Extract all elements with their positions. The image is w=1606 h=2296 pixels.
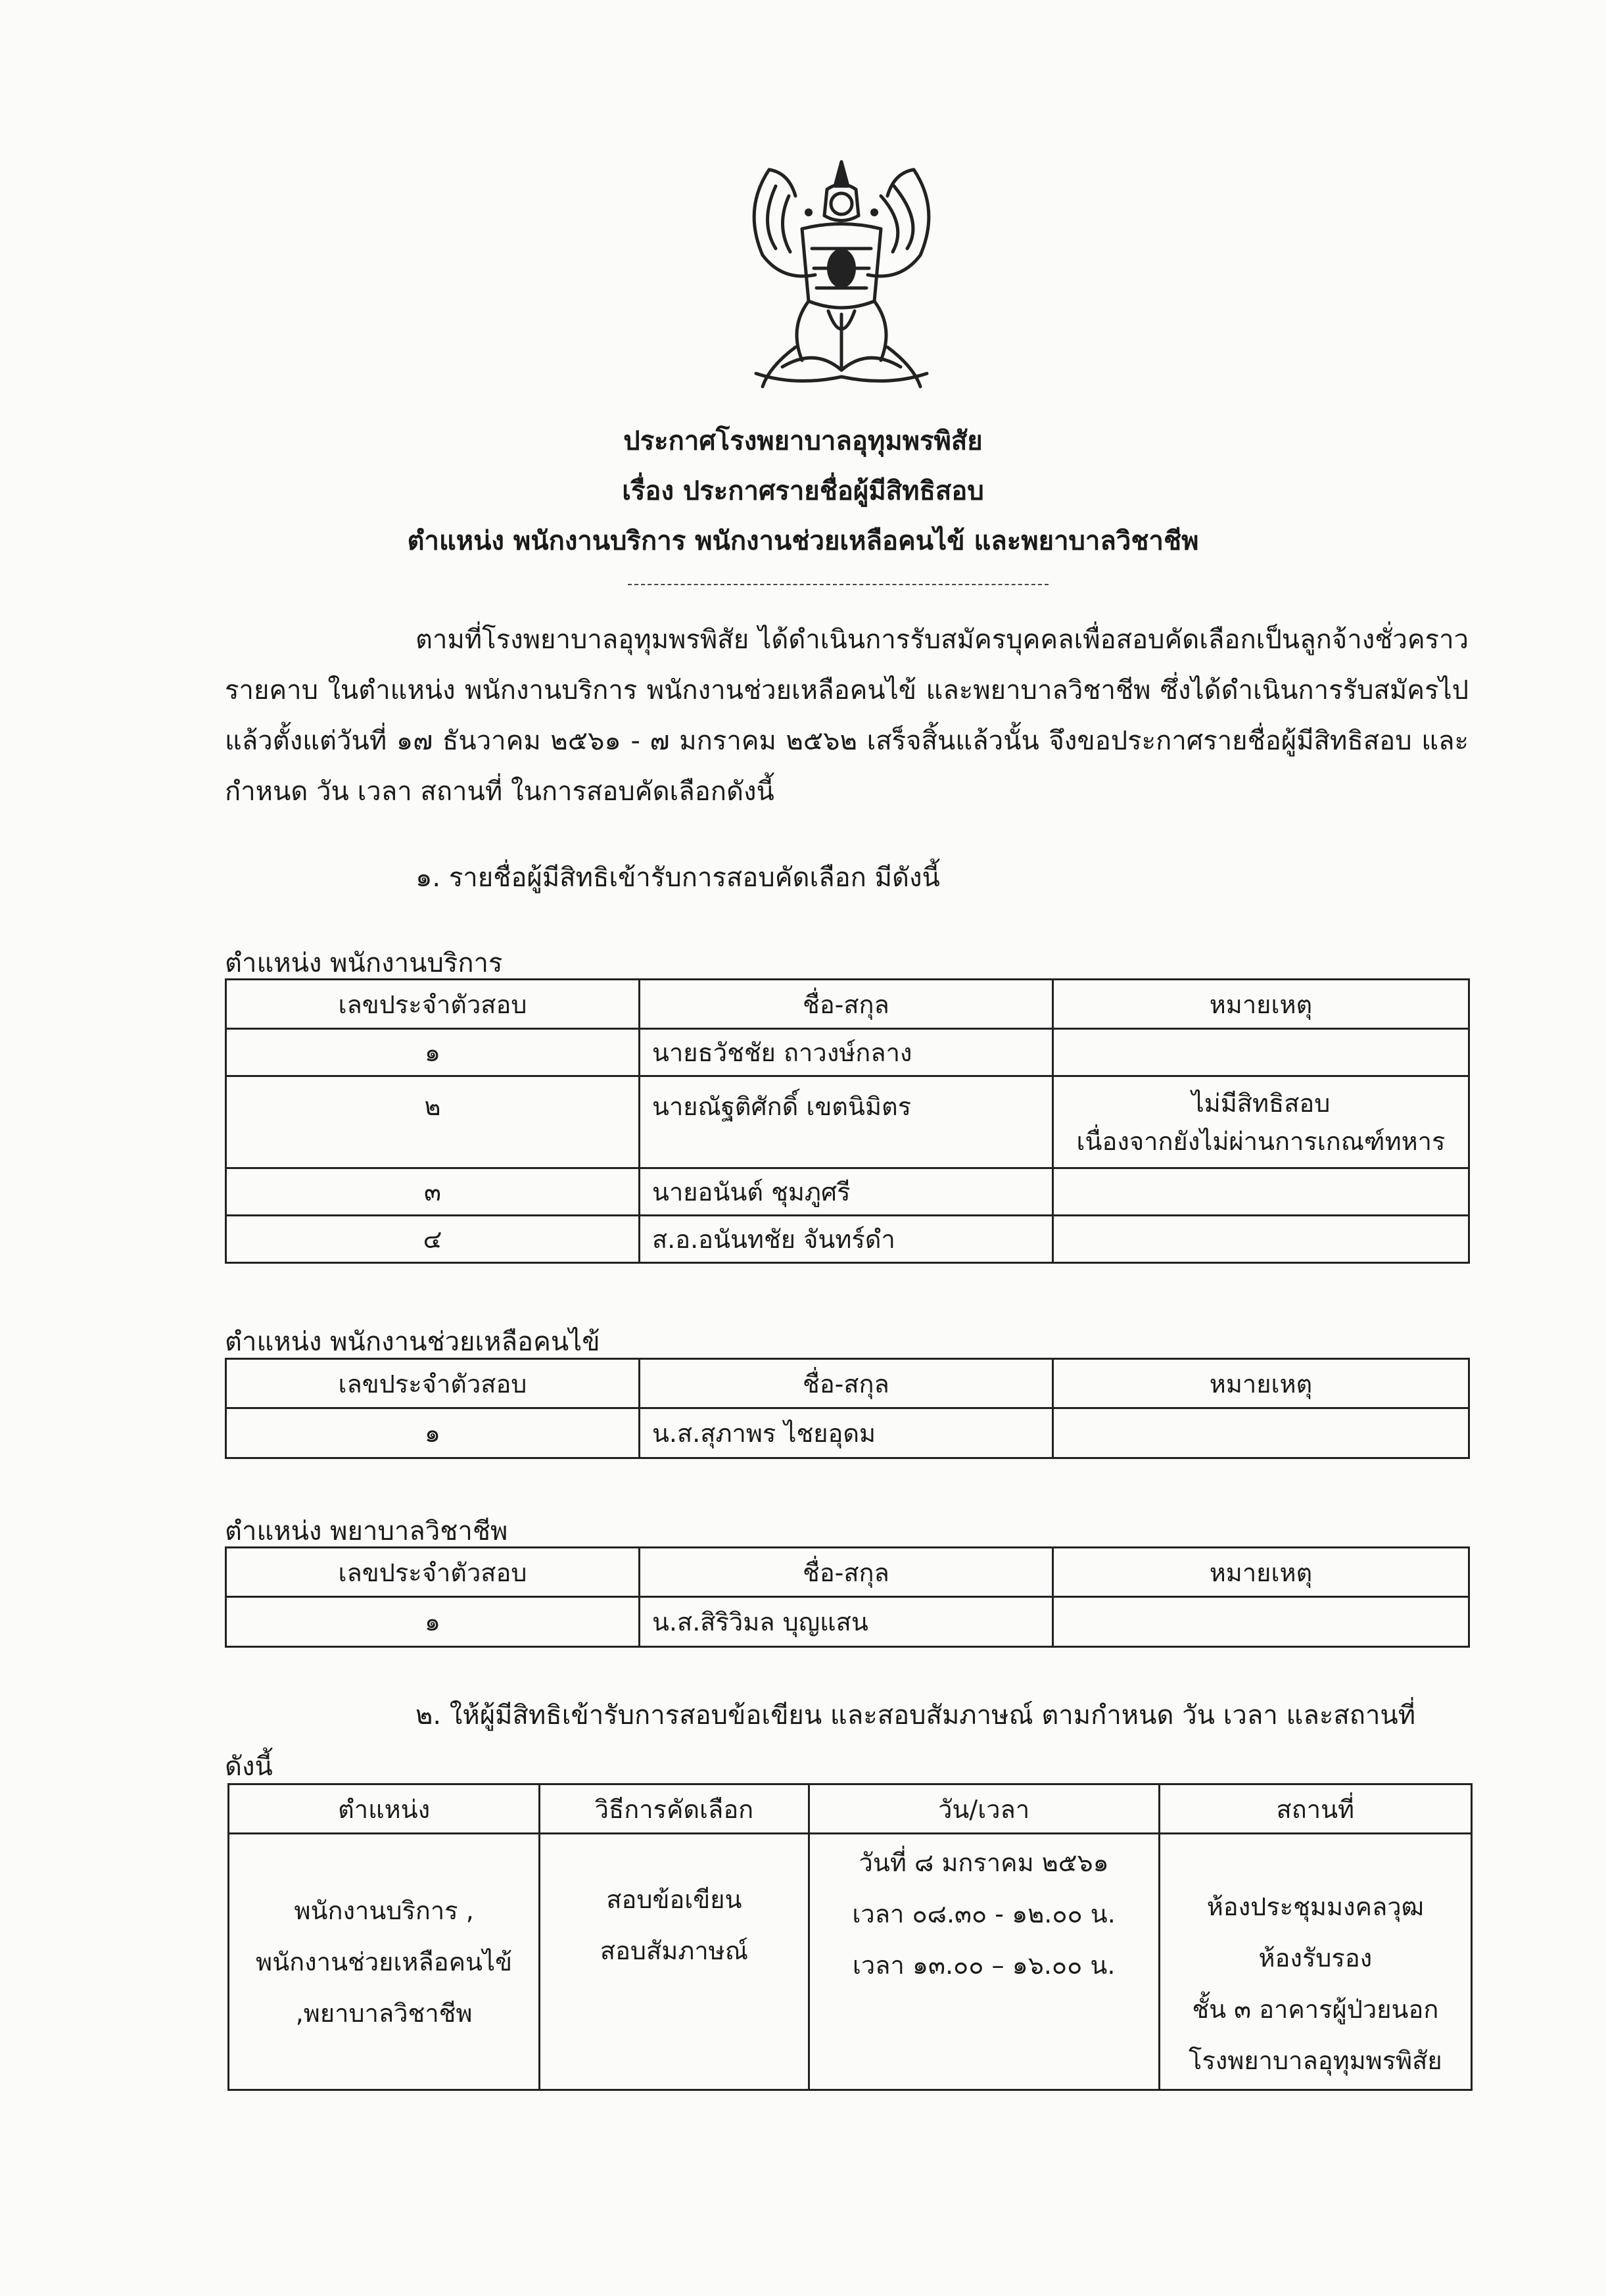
exam-id: ๑	[226, 1597, 640, 1647]
exam-id: ๒	[226, 1076, 640, 1168]
schedule-place	[1159, 1834, 1471, 2090]
exam-id: ๓	[226, 1168, 640, 1216]
remark	[1052, 1076, 1469, 1168]
position-title: ตำแหน่ง พยาบาลวิชาชีพ	[225, 1516, 508, 1546]
exam-id: ๑	[226, 1408, 640, 1458]
section-1-title: ๑. รายชื่อผู้มีสิทธิเข้ารับการสอบคัดเลือก มีดังนี้	[415, 863, 940, 893]
divider	[628, 584, 1049, 585]
position-line: พนักงานบริการ ,	[294, 1896, 474, 1925]
remark	[1052, 1408, 1469, 1458]
column-header-id: เลขประจำตัวสอบ	[226, 1548, 640, 1597]
candidate-name: นายณัฐติศักดิ์ เขตนิมิตร	[639, 1076, 1052, 1168]
column-header-id: เลขประจำตัวสอบ	[226, 980, 640, 1029]
announcement-subject: เรื่อง ประกาศรายชื่อผู้มีสิทธิสอบ	[622, 476, 984, 506]
column-header-name: ชื่อ-สกุล	[639, 980, 1052, 1029]
table-row	[226, 1597, 1469, 1647]
column-header-remark: หมายเหตุ	[1052, 1359, 1469, 1408]
remark-line: ไม่มีสิทธิสอบ	[1191, 1088, 1331, 1118]
garuda-emblem-icon	[730, 150, 953, 393]
position-title: ตำแหน่ง พนักงานบริการ	[225, 948, 503, 978]
method-line: สอบข้อเขียน	[606, 1885, 742, 1914]
intro-paragraph: ตามที่โรงพยาบาลอุทุมพรพิสัย ได้ดำเนินการรับสมัครบุคคลเพื่อสอบคัดเลือกเป็นลูกจ้างชั่วคราวรายคาบ ในตำแหน่ง พนักงานบริการ พนักงานช่วยเหลือคนไข้ และพยาบาลวิชาชีพ ซึ่งได้ดำเนินการรับสมัครไปแล้วตั้งแต่วันที่ ๑๗ ธันวาคม ๒๕๖๑ - ๗ มกราคม ๒๕๖๒ เสร็จสิ้นแล้วนั้น จึงขอประกาศรายชื่อผู้มีสิทธิสอบ และกำหนด วัน เวลา สถานที่ ในการสอบคัดเลือกดังนี้	[225, 625, 1469, 807]
datetime-line: เวลา ๑๓.๐๐ – ๑๖.๐๐ น.	[852, 1951, 1116, 1980]
schedule-position	[229, 1834, 540, 2090]
remark	[1052, 1168, 1469, 1216]
schedule-datetime	[809, 1834, 1159, 2090]
table-row	[226, 1029, 1469, 1076]
place-line: ห้องประชุมมงคลวุฒ	[1206, 1892, 1424, 1921]
table-row	[226, 1076, 1469, 1168]
column-header-method: วิธีการคัดเลือก	[540, 1784, 809, 1834]
candidates-table	[225, 978, 1470, 1264]
candidate-name: ส.อ.อนันทชัย จันทร์ดำ	[639, 1216, 1052, 1263]
place-line: โรงพยาบาลอุทุมพรพิสัย	[1188, 2046, 1442, 2075]
exam-id: ๑	[226, 1029, 640, 1076]
schedule-table	[227, 1783, 1473, 2091]
remark	[1052, 1029, 1469, 1076]
candidate-name: น.ส.สุภาพร ไชยอุดม	[639, 1408, 1052, 1458]
candidate-name: น.ส.สิริวิมล บุญแสน	[639, 1597, 1052, 1647]
datetime-line: เวลา ๐๘.๓๐ - ๑๒.๐๐ น.	[852, 1900, 1116, 1928]
section-2-title-continued: ดังนี้	[225, 1752, 273, 1782]
column-header-remark: หมายเหตุ	[1052, 980, 1469, 1029]
table-row	[226, 1408, 1469, 1458]
place-line: ชั้น ๓ อาคารผู้ป่วยนอก	[1192, 1995, 1439, 2024]
candidate-name: นายธวัชชัย ถาวงษ์กลาง	[639, 1029, 1052, 1076]
position-line: พนักงานช่วยเหลือคนไข้	[256, 1947, 513, 1976]
table-row	[226, 1168, 1469, 1216]
column-header-position: ตำแหน่ง	[229, 1784, 540, 1834]
column-header-id: เลขประจำตัวสอบ	[226, 1359, 640, 1408]
datetime-line: วันที่ ๘ มกราคม ๒๕๖๑	[859, 1848, 1109, 1877]
announcement-title: ประกาศโรงพยาบาลอุทุมพรพิสัย	[623, 426, 983, 456]
column-header-datetime: วัน/เวลา	[809, 1784, 1159, 1834]
announcement-positions: ตำแหน่ง พนักงานบริการ พนักงานช่วยเหลือคนไข้ และพยาบาลวิชาชีพ	[407, 526, 1199, 556]
schedule-method	[540, 1834, 809, 2090]
column-header-name: ชื่อ-สกุล	[639, 1548, 1052, 1597]
candidates-table	[225, 1358, 1470, 1459]
section-2-title: ๒. ให้ผู้มีสิทธิเข้ารับการสอบข้อเขียน และสอบสัมภาษณ์ ตามกำหนด วัน เวลา และสถานที่	[415, 1700, 1416, 1731]
remark	[1052, 1597, 1469, 1647]
table-row	[226, 1216, 1469, 1263]
candidates-table	[225, 1546, 1470, 1648]
position-title: ตำแหน่ง พนักงานช่วยเหลือคนไข้	[225, 1327, 600, 1357]
place-line: ห้องรับรอง	[1258, 1944, 1373, 1973]
candidate-name: นายอนันต์ ชุมภูศรี	[639, 1168, 1052, 1216]
remark	[1052, 1216, 1469, 1263]
exam-id: ๔	[226, 1216, 640, 1263]
column-header-remark: หมายเหตุ	[1052, 1548, 1469, 1597]
column-header-place: สถานที่	[1159, 1784, 1471, 1834]
method-line: สอบสัมภาษณ์	[600, 1936, 748, 1965]
table-row	[229, 1834, 1472, 2090]
remark-line: เนื่องจากยังไม่ผ่านการเกณฑ์ทหาร	[1076, 1126, 1446, 1156]
column-header-name: ชื่อ-สกุล	[639, 1359, 1052, 1408]
position-line: ,พยาบาลวิชาชีพ	[295, 1998, 473, 2028]
